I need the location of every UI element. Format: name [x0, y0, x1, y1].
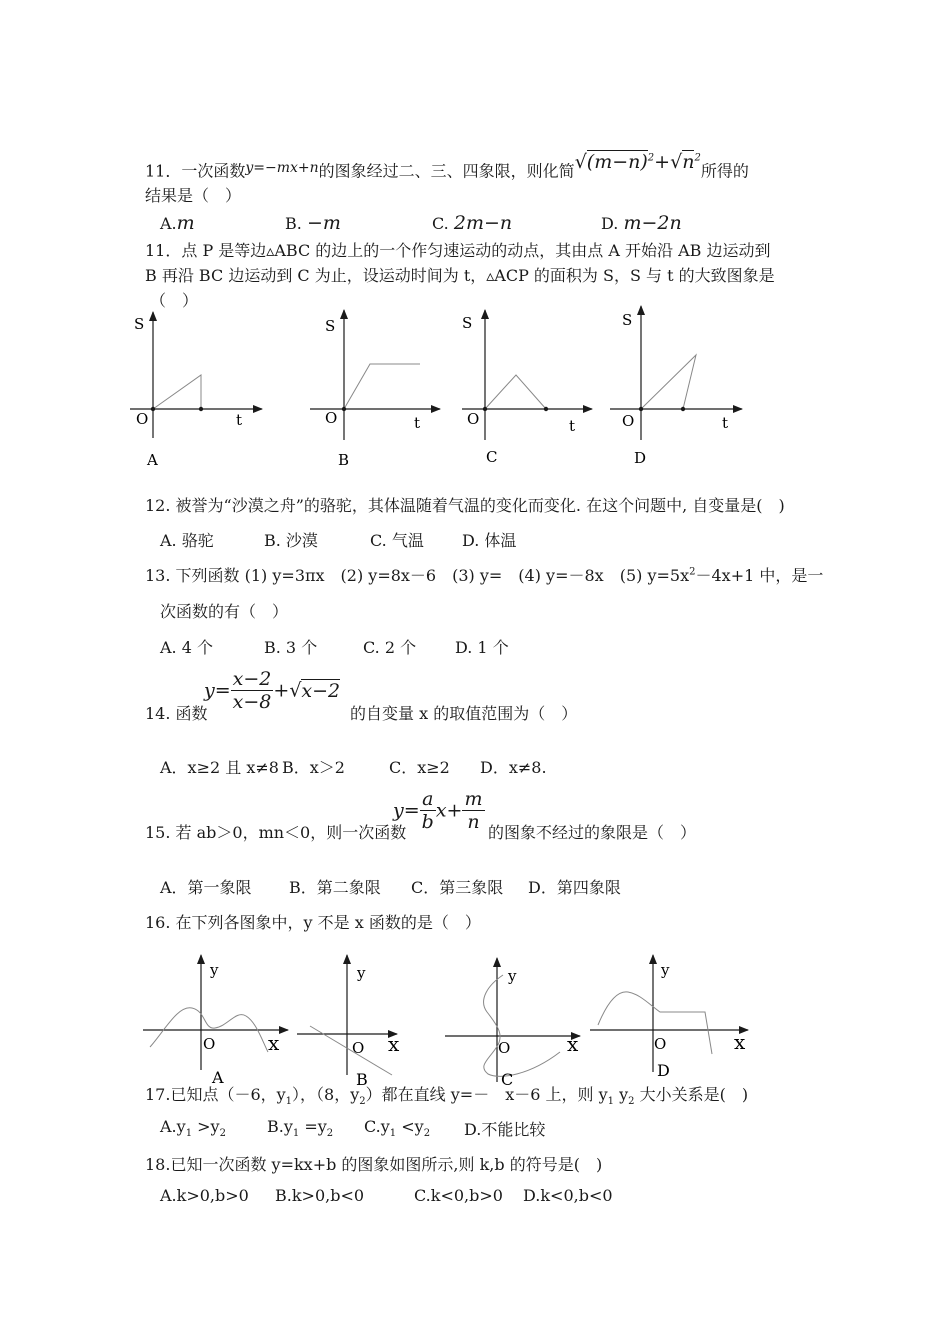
q15-option-a: A．第一象限	[160, 878, 252, 897]
q11b-graph-c	[462, 310, 592, 466]
q18-text: 18.已知一次函数 y=kx+b 的图象如图所示,则 k,b 的符号是( )	[145, 1155, 603, 1174]
q11b-line2: B 再沿 BC 边运动到 C 为止，设运动时间为 t，▵ACP 的面积为 S，S 与 t 的大致图象是	[145, 266, 775, 285]
q11b-graph-b	[310, 310, 440, 469]
q16-graph-b-y: y	[357, 964, 366, 982]
q11b-graph-a-label: A	[147, 451, 158, 469]
q11b-line3: （ ）	[150, 291, 199, 310]
q16-graph-c-o: O	[498, 1039, 511, 1057]
q16-graph-d-x: x	[734, 1030, 746, 1054]
q13-option-a: A. 4 个	[160, 638, 213, 657]
q11b-graph-b-t: t	[414, 414, 421, 432]
q15-option-b: B．第二象限	[289, 878, 381, 897]
q11b-graph-b-s: S	[325, 317, 336, 335]
q16-graph-b-o: O	[352, 1039, 365, 1057]
q13-line1: 13. 下列函数 (1) y=3πx (2) y=8x－6 (3) y= (4) y=－8x (5) $y=5x^2-4x+1$ 中，是一	[145, 566, 824, 585]
q18-option-a: A.k>0,b>0	[160, 1186, 249, 1205]
q11a-exp2: 2	[694, 153, 701, 164]
q11b-graph-d	[610, 306, 742, 467]
q11b-graph-d-s: S	[622, 311, 633, 329]
q12-option-a: A. 骆驼	[160, 531, 214, 550]
q11b-graph-c-o: O	[467, 410, 480, 428]
q13-option-c: C. 2 个	[363, 638, 417, 657]
q11b-graph-c-s: S	[462, 314, 473, 332]
q11b-graph-a-t: t	[236, 411, 243, 429]
q11b-graph-c-t: t	[569, 417, 576, 435]
q14-option-a: A．x≥2 且 x≠8	[160, 758, 279, 777]
q18-option-c: C.k<0,b>0	[414, 1186, 503, 1205]
q11a-sqrt1: (m−n)	[586, 151, 648, 174]
q16-graph-d-y: y	[661, 961, 670, 979]
q17-text: 17.已知点（－6，$y_1$），（8，$y_2$）都在直线 y=－ x－6 上，则 $y_1$ $y_2$ 大小关系是( )	[145, 1085, 749, 1108]
q13-option-d: D. 1 个	[455, 638, 509, 657]
q16-graph-b	[297, 955, 400, 1089]
q11b-graph-b-label: B	[338, 451, 350, 469]
q11b-graphs	[0, 0, 950, 480]
q11a-option-c: C. 2m−n	[432, 212, 513, 234]
q16-graph-d-label: D	[657, 1061, 670, 1080]
q11a-radical: $√(m-n)^2+√n^2$	[574, 151, 701, 174]
q12-text: 12. 被誉为“沙漠之舟”的骆驼，其体温随着气温的变化而变化. 在这个问题中, 自变量是( )	[145, 496, 785, 515]
q11a-middle: 的图象经过二、三、四象限，则化简	[318, 161, 575, 181]
q11a-prefix: 11．一次函数	[145, 161, 246, 181]
q12-option-b: B. 沙漠	[264, 531, 318, 550]
q14-option-c: C．x≥2	[389, 758, 450, 777]
q14-option-d: D．x≠8.	[480, 758, 547, 777]
q17-option-b: $B.y_1 =y_2$	[267, 1117, 334, 1140]
q11a-line2: 结果是（ ）	[145, 186, 242, 205]
q15-suffix: 的图象不经过的象限是（ ）	[488, 823, 697, 842]
q17-option-c: $C.y_1 <y_2$	[364, 1117, 431, 1140]
q16-graph-c-y: y	[508, 967, 517, 985]
q11a-option-a: A.m	[160, 212, 195, 234]
q14-option-b: B．x＞2	[282, 758, 345, 777]
q12-option-d: D. 体温	[462, 531, 517, 550]
q16-graph-d	[590, 955, 748, 1080]
q11b-line1: 11．点 P 是等边▵ABC 的边上的一个作匀速运动的动点，其由点 A 开始沿 AB 边运动到	[145, 241, 771, 260]
q14-formula: y= $\frac{x-2}{x-8}$ +√x−2	[204, 668, 341, 713]
q17-option-d: D.不能比较	[464, 1120, 546, 1139]
q11b-graph-d-t: t	[722, 414, 729, 432]
q11b-graph-a-o: O	[136, 410, 149, 428]
q11b-graph-d-label: D	[634, 449, 647, 467]
q13-sup: 2	[689, 566, 696, 578]
q15-option-d: D．第四象限	[528, 878, 621, 897]
q18-option-b: B.k>0,b<0	[275, 1186, 365, 1205]
q11a-sqrt2: n	[682, 151, 695, 174]
q14-prefix: 14. 函数	[145, 704, 208, 723]
q16-graph-c-label: C	[501, 1070, 514, 1089]
q11a-suffix: 所得的	[700, 161, 749, 181]
q11a-formula: y=−mx+n	[245, 160, 319, 177]
q16-graph-a-y: y	[210, 961, 219, 979]
q16-graph-c-x: x	[567, 1032, 579, 1056]
q11b-graph-a	[130, 312, 262, 469]
q12-option-c: C. 气温	[370, 531, 424, 550]
q11a-option-b: B. −m	[285, 212, 341, 234]
q13-option-b: B. 3 个	[264, 638, 318, 657]
q13-line2: 次函数的有（ ）	[160, 602, 289, 621]
q11a-option-d: D. m−2n	[601, 212, 682, 234]
q16-graph-a-x: x	[268, 1031, 280, 1055]
q11b-graph-b-o: O	[325, 409, 338, 427]
q16-text: 16. 在下列各图象中，y 不是 x 函数的是（ ）	[145, 913, 481, 932]
q11b-graph-a-s: S	[134, 315, 145, 333]
q15-prefix: 15. 若 ab＞0，mn＜0，则一次函数	[145, 823, 407, 842]
q15-option-c: C．第三象限	[411, 878, 504, 897]
q11b-graph-d-o: O	[622, 412, 635, 430]
q16-graph-c	[445, 958, 580, 1089]
q16-graph-a-o: O	[203, 1035, 216, 1053]
q15-formula: y= $\frac{a}{b}$ x+ $\frac{m}{n}$	[393, 788, 483, 833]
q11a-plus: +	[654, 151, 671, 174]
q17-option-a: $A.y_1 >y_2$	[160, 1117, 226, 1140]
q16-graph-b-x: x	[388, 1032, 400, 1056]
q16-graphs	[0, 940, 950, 1090]
q11a-exp1: 2	[647, 153, 655, 164]
q16-graph-a-label: A	[212, 1068, 224, 1087]
q11b-graph-c-label: C	[486, 448, 498, 466]
q16-graph-a	[143, 955, 288, 1087]
q16-graph-d-o: O	[654, 1035, 667, 1053]
q14-suffix: 的自变量 x 的取值范围为（ ）	[350, 704, 578, 723]
q18-option-d: D.k<0,b<0	[523, 1186, 613, 1205]
q16-graph-b-label: B	[356, 1070, 368, 1089]
